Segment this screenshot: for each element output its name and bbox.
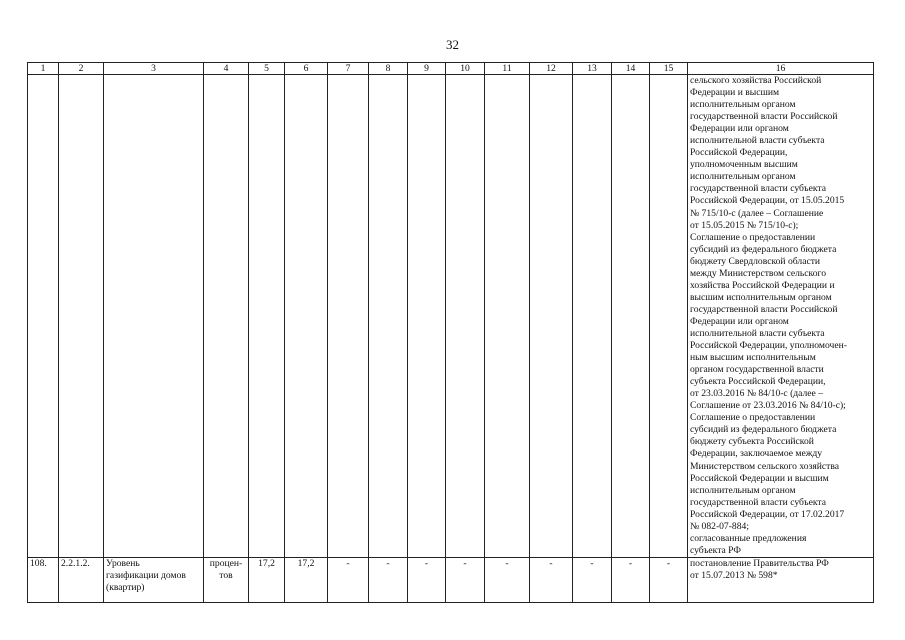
source-text-line: Федерации или органом: [690, 123, 789, 135]
column-header: 1: [28, 63, 59, 75]
indicator-name: Уровень газификации домов (квартир): [104, 557, 204, 602]
source-text-line: Российской Федерации, от 15.05.2015: [690, 195, 845, 207]
source-text-line: № 082-07-884;: [690, 520, 749, 532]
source-text-line: исполнительным органом: [690, 171, 796, 183]
column-header: 16: [688, 63, 874, 75]
indicators-table: [27, 62, 874, 603]
source-documents-text: [690, 75, 871, 557]
source-text-line: сельского хозяйства Российской: [690, 75, 822, 86]
unit-of-measure: процен- тов: [204, 557, 249, 602]
source-document: постановление Правительства РФ от 15.07.2013 № 598*: [688, 557, 874, 602]
column-header: 4: [204, 63, 249, 75]
source-text-line: субсидий из федерального бюджета: [690, 243, 837, 255]
table-row: [28, 557, 874, 602]
source-text-line: Федерации, заключаемое между: [690, 448, 823, 460]
column-header: 2: [59, 63, 104, 75]
column-header: 10: [446, 63, 485, 75]
source-text-line: государственной власти субъекта: [690, 183, 826, 195]
empty-cell: [573, 75, 612, 558]
source-text-line: исполнительной власти субъекта: [690, 327, 825, 339]
source-documents-cell: [688, 75, 874, 558]
empty-cell: [249, 75, 285, 558]
empty-cell: [59, 75, 104, 558]
source-text-line: согласованные предложения: [690, 532, 807, 544]
value-col14: -: [612, 557, 650, 602]
source-text-line: государственной власти субъекта: [690, 496, 826, 508]
source-text-line: Соглашение о предоставлении: [690, 412, 816, 424]
empty-cell: [28, 75, 59, 558]
source-text-line: Соглашение о предоставлении: [690, 231, 816, 243]
table-header-row: [28, 63, 874, 75]
source-text-line: Федерации или органом: [690, 315, 789, 327]
value-col13: -: [573, 557, 612, 602]
value-col8: -: [369, 557, 408, 602]
indicator-code: 2.2.1.2.: [59, 557, 104, 602]
source-text-line: бюджету Свердловской области: [690, 255, 821, 267]
source-text-line: исполнительным органом: [690, 99, 796, 111]
source-text-line: высшим исполнительным органом: [690, 291, 832, 303]
column-header: 5: [249, 63, 285, 75]
source-text-line: субсидий из федерального бюджета: [690, 424, 837, 436]
source-text-line: уполномоченным высшим: [690, 159, 798, 171]
empty-cell: [612, 75, 650, 558]
source-text-line: между Министерством сельского: [690, 267, 826, 279]
source-text-line: Российской Федерации,: [690, 147, 788, 159]
column-header: 12: [530, 63, 573, 75]
source-text-line: Министерством сельского хозяйства: [690, 460, 840, 472]
column-header: 11: [485, 63, 530, 75]
page-number: 32: [446, 37, 459, 52]
source-text-line: Российской Федерации, от 17.02.2017: [690, 508, 845, 520]
source-text-line: субъекта Российской Федерации,: [690, 376, 826, 388]
empty-cell: [369, 75, 408, 558]
empty-cell: [285, 75, 328, 558]
source-text-line: Российской Федерации, уполномочен-: [690, 340, 847, 352]
value-col7: -: [328, 557, 369, 602]
source-text-line: от 15.05.2015 № 715/10-с);: [690, 219, 799, 231]
value-col10: -: [446, 557, 485, 602]
source-text-line: органом государственной власти: [690, 364, 824, 376]
source-text-line: от 23.03.2016 № 84/10-с (далее –: [690, 388, 824, 400]
column-header: 13: [573, 63, 612, 75]
source-text-line: исполнительным органом: [690, 484, 796, 496]
column-header: 14: [612, 63, 650, 75]
source-text-line: бюджету субъекта Российской: [690, 436, 814, 448]
empty-cell: [328, 75, 369, 558]
value-col12: -: [530, 557, 573, 602]
empty-cell: [204, 75, 249, 558]
source-text-line: государственной власти Российской: [690, 303, 838, 315]
column-header: 3: [104, 63, 204, 75]
empty-cell: [104, 75, 204, 558]
column-header: 15: [650, 63, 688, 75]
source-text-line: Федерации и высшим: [690, 87, 780, 99]
value-col11: -: [485, 557, 530, 602]
value-col5: 17,2: [249, 557, 285, 602]
empty-cell: [485, 75, 530, 558]
source-text-line: субъекта РФ: [690, 544, 741, 556]
source-text-line: № 715/10-с (далее – Соглашение: [690, 207, 824, 219]
source-text-line: Российской Федерации и высшим: [690, 472, 829, 484]
value-col9: -: [408, 557, 446, 602]
empty-cell: [650, 75, 688, 558]
column-header: 9: [408, 63, 446, 75]
source-text-line: исполнительной власти субъекта: [690, 135, 825, 147]
source-text-line: государственной власти Российской: [690, 111, 838, 123]
source-text-line: ным высшим исполнительным: [690, 352, 816, 364]
column-header: 7: [328, 63, 369, 75]
source-text-line: Соглашение от 23.03.2016 № 84/10-с);: [690, 400, 846, 412]
column-header: 6: [285, 63, 328, 75]
empty-cell: [446, 75, 485, 558]
source-text-line: хозяйства Российской Федерации и: [690, 279, 835, 291]
empty-cell: [530, 75, 573, 558]
value-col6: 17,2: [285, 557, 328, 602]
row-number: 108.: [28, 557, 59, 602]
column-header: 8: [369, 63, 408, 75]
value-col15: -: [650, 557, 688, 602]
empty-cell: [408, 75, 446, 558]
table-row-continued: [28, 75, 874, 558]
